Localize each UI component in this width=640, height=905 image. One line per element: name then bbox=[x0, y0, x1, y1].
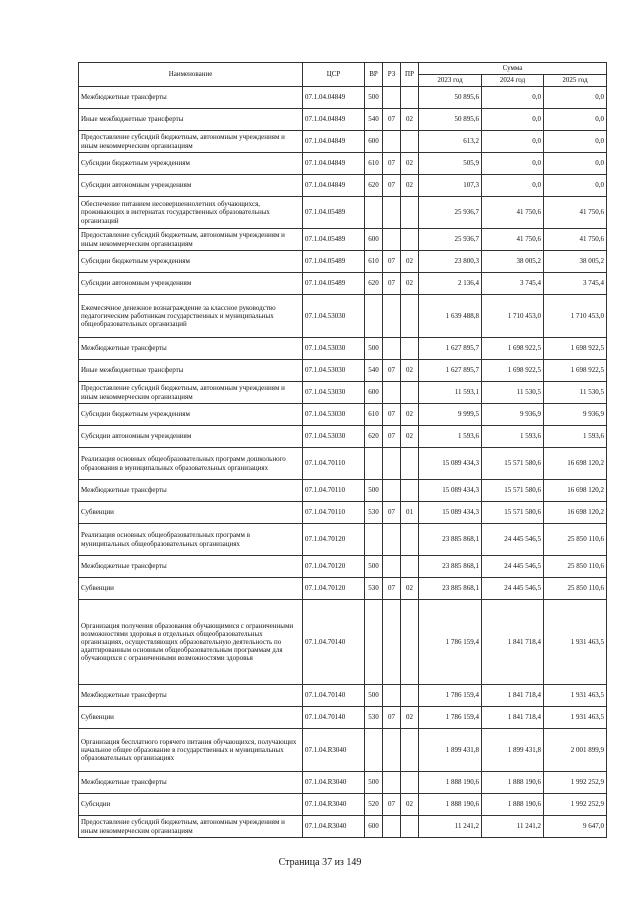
row-sum-2025: 1 710 453,0 bbox=[544, 295, 607, 338]
row-sum-2023: 1 786 159,4 bbox=[419, 600, 482, 685]
row-sum-2025: 1 931 463,5 bbox=[544, 600, 607, 685]
row-name: Субсидии бюджетным учреждениям bbox=[79, 153, 303, 175]
row-pr bbox=[401, 448, 419, 480]
table-row bbox=[79, 273, 607, 295]
row-rz bbox=[383, 729, 401, 772]
table-row bbox=[79, 794, 607, 816]
header-csr: ЦСР bbox=[303, 63, 365, 87]
table-row bbox=[79, 131, 607, 153]
row-pr bbox=[401, 600, 419, 685]
row-sum-2023: 25 936,7 bbox=[419, 197, 482, 229]
row-csr: 07.1.04.05489 bbox=[303, 251, 365, 273]
row-name: Субвенции bbox=[79, 502, 303, 524]
row-rz bbox=[383, 131, 401, 153]
row-sum-2023: 107,3 bbox=[419, 175, 482, 197]
row-sum-2023: 23 885 868,1 bbox=[419, 524, 482, 556]
table-row bbox=[79, 404, 607, 426]
row-sum-2023: 1 627 895,7 bbox=[419, 338, 482, 360]
row-csr: 07.1.04.70120 bbox=[303, 524, 365, 556]
row-sum-2025: 0,0 bbox=[544, 175, 607, 197]
row-name: Межбюджетные трансферты bbox=[79, 685, 303, 707]
row-sum-2024: 24 445 546,5 bbox=[482, 556, 544, 578]
row-csr: 07.1.04.70140 bbox=[303, 685, 365, 707]
row-csr: 07.1.04.04849 bbox=[303, 87, 365, 109]
row-name: Ежемесячное денежное вознаграждение за классное руководство педагогическим работникам государственных и муниципальных общеобразовательных организаций bbox=[79, 295, 303, 338]
header-pr: ПР bbox=[401, 63, 419, 87]
row-csr: 07.1.04.05489 bbox=[303, 197, 365, 229]
row-csr: 07.1.04.70110 bbox=[303, 502, 365, 524]
table-row bbox=[79, 360, 607, 382]
row-sum-2025: 1 992 252,9 bbox=[544, 794, 607, 816]
row-sum-2025: 0,0 bbox=[544, 109, 607, 131]
row-sum-2024: 1 698 922,5 bbox=[482, 360, 544, 382]
row-sum-2023: 1 888 190,6 bbox=[419, 794, 482, 816]
row-pr: 02 bbox=[401, 426, 419, 448]
header-rz: РЗ bbox=[383, 63, 401, 87]
row-csr: 07.1.04.R3040 bbox=[303, 729, 365, 772]
row-rz: 07 bbox=[383, 153, 401, 175]
row-sum-2025: 9 647,0 bbox=[544, 816, 607, 838]
table-row bbox=[79, 109, 607, 131]
row-sum-2025: 0,0 bbox=[544, 131, 607, 153]
row-vr bbox=[365, 729, 383, 772]
row-csr: 07.1.04.70120 bbox=[303, 578, 365, 600]
row-sum-2025: 25 850 110,6 bbox=[544, 556, 607, 578]
table-row bbox=[79, 448, 607, 480]
row-rz bbox=[383, 480, 401, 502]
row-csr: 07.1.04.70110 bbox=[303, 480, 365, 502]
table-row bbox=[79, 382, 607, 404]
row-vr: 500 bbox=[365, 87, 383, 109]
header-vr: ВР bbox=[365, 63, 383, 87]
row-sum-2025: 16 698 120,2 bbox=[544, 480, 607, 502]
row-sum-2024: 0,0 bbox=[482, 153, 544, 175]
row-vr bbox=[365, 197, 383, 229]
row-sum-2024: 1 841 718,4 bbox=[482, 600, 544, 685]
row-vr: 540 bbox=[365, 360, 383, 382]
row-pr bbox=[401, 131, 419, 153]
row-sum-2024: 1 593,6 bbox=[482, 426, 544, 448]
row-name: Реализация основных общеобразовательных программ дошкольного образования в муниципальных образовательных организациях bbox=[79, 448, 303, 480]
row-sum-2025: 41 750,6 bbox=[544, 197, 607, 229]
row-sum-2024: 1 888 190,6 bbox=[482, 772, 544, 794]
row-sum-2023: 23 885 868,1 bbox=[419, 578, 482, 600]
row-rz bbox=[383, 772, 401, 794]
row-name: Организация бесплатного горячего питания обучающихся, получающих начальное общее образование в государственных и муниципальных образовательных организациях bbox=[79, 729, 303, 772]
row-name: Субсидии bbox=[79, 794, 303, 816]
row-sum-2024: 3 745,4 bbox=[482, 273, 544, 295]
row-sum-2024: 38 005,2 bbox=[482, 251, 544, 273]
row-sum-2023: 15 089 434,3 bbox=[419, 448, 482, 480]
table-row bbox=[79, 87, 607, 109]
row-pr bbox=[401, 772, 419, 794]
row-sum-2025: 1 931 463,5 bbox=[544, 685, 607, 707]
row-sum-2023: 1 888 190,6 bbox=[419, 772, 482, 794]
header-sum: Сумма bbox=[419, 63, 607, 75]
row-sum-2023: 9 999,5 bbox=[419, 404, 482, 426]
row-vr: 620 bbox=[365, 273, 383, 295]
row-sum-2024: 1 698 922,5 bbox=[482, 338, 544, 360]
row-sum-2024: 1 841 718,4 bbox=[482, 685, 544, 707]
row-csr: 07.1.04.70120 bbox=[303, 556, 365, 578]
row-sum-2023: 50 895,6 bbox=[419, 87, 482, 109]
row-pr bbox=[401, 816, 419, 838]
row-csr: 07.1.04.05489 bbox=[303, 273, 365, 295]
row-vr: 600 bbox=[365, 816, 383, 838]
table-body bbox=[79, 87, 607, 838]
row-rz: 07 bbox=[383, 794, 401, 816]
row-sum-2023: 15 089 434,3 bbox=[419, 480, 482, 502]
row-pr bbox=[401, 480, 419, 502]
row-rz: 07 bbox=[383, 175, 401, 197]
row-pr bbox=[401, 87, 419, 109]
row-rz: 07 bbox=[383, 578, 401, 600]
row-rz bbox=[383, 338, 401, 360]
row-sum-2024: 1 899 431,8 bbox=[482, 729, 544, 772]
row-pr bbox=[401, 524, 419, 556]
row-rz: 07 bbox=[383, 707, 401, 729]
table-row bbox=[79, 338, 607, 360]
row-rz bbox=[383, 197, 401, 229]
row-pr bbox=[401, 382, 419, 404]
table-row bbox=[79, 685, 607, 707]
table-row bbox=[79, 556, 607, 578]
row-pr: 02 bbox=[401, 153, 419, 175]
table-row bbox=[79, 251, 607, 273]
row-pr bbox=[401, 338, 419, 360]
row-csr: 07.1.04.53030 bbox=[303, 360, 365, 382]
row-name: Субвенции bbox=[79, 578, 303, 600]
row-vr: 610 bbox=[365, 251, 383, 273]
table-row bbox=[79, 600, 607, 685]
row-sum-2024: 11 241,2 bbox=[482, 816, 544, 838]
row-name: Субсидии автономным учреждениям bbox=[79, 426, 303, 448]
row-sum-2025: 0,0 bbox=[544, 87, 607, 109]
row-sum-2025: 2 001 899,9 bbox=[544, 729, 607, 772]
row-pr: 02 bbox=[401, 707, 419, 729]
table-row bbox=[79, 480, 607, 502]
header-year-2023: 2023 год bbox=[419, 75, 482, 87]
row-sum-2023: 1 786 159,4 bbox=[419, 707, 482, 729]
row-pr: 02 bbox=[401, 273, 419, 295]
row-name: Межбюджетные трансферты bbox=[79, 87, 303, 109]
row-rz bbox=[383, 87, 401, 109]
table-row bbox=[79, 816, 607, 838]
row-name: Межбюджетные трансферты bbox=[79, 338, 303, 360]
row-name: Организация получения образования обучающимися с ограниченными возможностями здоровья в отдельных общеобразовательных организациях, осуществляющих образовательную деятельность по адаптированным основным общеобразовательным программам для обучающихся с ограниченными возможностями здоровья bbox=[79, 600, 303, 685]
row-vr bbox=[365, 448, 383, 480]
row-rz bbox=[383, 382, 401, 404]
table-row bbox=[79, 772, 607, 794]
row-sum-2024: 11 530,5 bbox=[482, 382, 544, 404]
row-sum-2024: 15 571 580,6 bbox=[482, 480, 544, 502]
row-sum-2025: 16 698 120,2 bbox=[544, 448, 607, 480]
row-name: Предоставление субсидий бюджетным, автономным учреждениям и иным некоммерческим организациям bbox=[79, 382, 303, 404]
table-row bbox=[79, 578, 607, 600]
row-sum-2024: 0,0 bbox=[482, 131, 544, 153]
table-row bbox=[79, 197, 607, 229]
row-name: Субсидии автономным учреждениям bbox=[79, 273, 303, 295]
row-sum-2025: 38 005,2 bbox=[544, 251, 607, 273]
row-sum-2023: 50 895,6 bbox=[419, 109, 482, 131]
row-sum-2025: 0,0 bbox=[544, 153, 607, 175]
header-year-2025: 2025 год bbox=[544, 75, 607, 87]
row-sum-2024: 0,0 bbox=[482, 87, 544, 109]
row-name: Предоставление субсидий бюджетным, автономным учреждениям и иным некоммерческим организациям bbox=[79, 131, 303, 153]
row-pr bbox=[401, 197, 419, 229]
row-name: Межбюджетные трансферты bbox=[79, 480, 303, 502]
row-name: Реализация основных общеобразовательных программ в муниципальных общеобразовательных организациях bbox=[79, 524, 303, 556]
row-vr: 520 bbox=[365, 794, 383, 816]
row-sum-2024: 1 710 453,0 bbox=[482, 295, 544, 338]
row-vr: 540 bbox=[365, 109, 383, 131]
row-pr bbox=[401, 229, 419, 251]
row-sum-2023: 23 800,3 bbox=[419, 251, 482, 273]
row-rz: 07 bbox=[383, 502, 401, 524]
row-sum-2025: 16 698 120,2 bbox=[544, 502, 607, 524]
row-vr: 600 bbox=[365, 229, 383, 251]
row-name: Субвенции bbox=[79, 707, 303, 729]
row-sum-2024: 15 571 580,6 bbox=[482, 448, 544, 480]
row-pr: 02 bbox=[401, 360, 419, 382]
row-sum-2024: 1 888 190,6 bbox=[482, 794, 544, 816]
row-sum-2024: 24 445 546,5 bbox=[482, 578, 544, 600]
row-rz bbox=[383, 600, 401, 685]
row-sum-2023: 11 241,2 bbox=[419, 816, 482, 838]
row-vr: 600 bbox=[365, 382, 383, 404]
row-csr: 07.1.04.53030 bbox=[303, 404, 365, 426]
table-row bbox=[79, 707, 607, 729]
row-rz: 07 bbox=[383, 404, 401, 426]
row-csr: 07.1.04.53030 bbox=[303, 382, 365, 404]
row-rz: 07 bbox=[383, 426, 401, 448]
row-vr: 600 bbox=[365, 131, 383, 153]
row-pr bbox=[401, 685, 419, 707]
row-vr: 530 bbox=[365, 578, 383, 600]
row-name: Межбюджетные трансферты bbox=[79, 772, 303, 794]
table-row bbox=[79, 153, 607, 175]
row-rz: 07 bbox=[383, 273, 401, 295]
row-pr: 02 bbox=[401, 794, 419, 816]
row-sum-2025: 3 745,4 bbox=[544, 273, 607, 295]
row-pr bbox=[401, 295, 419, 338]
row-vr: 500 bbox=[365, 685, 383, 707]
row-rz: 07 bbox=[383, 251, 401, 273]
row-sum-2023: 1 639 488,8 bbox=[419, 295, 482, 338]
row-rz bbox=[383, 816, 401, 838]
row-csr: 07.1.04.70110 bbox=[303, 448, 365, 480]
row-pr bbox=[401, 556, 419, 578]
row-sum-2023: 11 593,1 bbox=[419, 382, 482, 404]
row-vr: 530 bbox=[365, 707, 383, 729]
row-csr: 07.1.04.53030 bbox=[303, 426, 365, 448]
row-sum-2024: 0,0 bbox=[482, 175, 544, 197]
row-sum-2025: 1 931 463,5 bbox=[544, 707, 607, 729]
row-csr: 07.1.04.70140 bbox=[303, 600, 365, 685]
row-rz: 07 bbox=[383, 109, 401, 131]
row-pr: 02 bbox=[401, 175, 419, 197]
row-name: Предоставление субсидий бюджетным, автономным учреждениям и иным некоммерческим организациям bbox=[79, 229, 303, 251]
row-name: Субсидии бюджетным учреждениям bbox=[79, 404, 303, 426]
row-sum-2025: 11 530,5 bbox=[544, 382, 607, 404]
row-pr bbox=[401, 729, 419, 772]
row-rz: 07 bbox=[383, 360, 401, 382]
row-vr: 500 bbox=[365, 556, 383, 578]
row-pr: 02 bbox=[401, 578, 419, 600]
row-sum-2023: 505,9 bbox=[419, 153, 482, 175]
row-sum-2024: 41 750,6 bbox=[482, 229, 544, 251]
row-rz bbox=[383, 685, 401, 707]
row-pr: 01 bbox=[401, 502, 419, 524]
row-vr bbox=[365, 600, 383, 685]
row-csr: 07.1.04.04849 bbox=[303, 175, 365, 197]
row-sum-2025: 1 593,6 bbox=[544, 426, 607, 448]
row-sum-2023: 23 885 868,1 bbox=[419, 556, 482, 578]
row-name: Межбюджетные трансферты bbox=[79, 556, 303, 578]
row-sum-2025: 1 698 922,5 bbox=[544, 360, 607, 382]
row-pr: 02 bbox=[401, 404, 419, 426]
table-row bbox=[79, 502, 607, 524]
table-row bbox=[79, 295, 607, 338]
row-vr: 610 bbox=[365, 153, 383, 175]
row-csr: 07.1.04.53030 bbox=[303, 295, 365, 338]
table-row bbox=[79, 229, 607, 251]
row-csr: 07.1.04.05489 bbox=[303, 229, 365, 251]
row-sum-2025: 25 850 110,6 bbox=[544, 524, 607, 556]
header-year-2024: 2024 год bbox=[482, 75, 544, 87]
row-name: Иные межбюджетные трансферты bbox=[79, 109, 303, 131]
row-sum-2023: 1 593,6 bbox=[419, 426, 482, 448]
row-sum-2023: 15 089 434,3 bbox=[419, 502, 482, 524]
row-sum-2025: 1 698 922,5 bbox=[544, 338, 607, 360]
row-vr bbox=[365, 524, 383, 556]
row-sum-2023: 1 899 431,8 bbox=[419, 729, 482, 772]
row-csr: 07.1.04.04849 bbox=[303, 109, 365, 131]
table-row bbox=[79, 729, 607, 772]
row-rz bbox=[383, 229, 401, 251]
budget-table bbox=[78, 62, 607, 838]
row-csr: 07.1.04.04849 bbox=[303, 131, 365, 153]
row-vr: 530 bbox=[365, 502, 383, 524]
row-csr: 07.1.04.R3040 bbox=[303, 772, 365, 794]
row-name: Иные межбюджетные трансферты bbox=[79, 360, 303, 382]
table-row bbox=[79, 175, 607, 197]
row-rz bbox=[383, 524, 401, 556]
row-csr: 07.1.04.04849 bbox=[303, 153, 365, 175]
row-sum-2023: 1 786 159,4 bbox=[419, 685, 482, 707]
row-rz bbox=[383, 448, 401, 480]
row-csr: 07.1.04.R3040 bbox=[303, 794, 365, 816]
row-vr: 500 bbox=[365, 480, 383, 502]
page-number: Страница 37 из 149 bbox=[278, 857, 362, 868]
row-sum-2024: 24 445 546,5 bbox=[482, 524, 544, 556]
row-csr: 07.1.04.53030 bbox=[303, 338, 365, 360]
row-sum-2023: 1 627 895,7 bbox=[419, 360, 482, 382]
row-csr: 07.1.04.R3040 bbox=[303, 816, 365, 838]
row-vr: 620 bbox=[365, 175, 383, 197]
row-name: Субсидии автономным учреждениям bbox=[79, 175, 303, 197]
row-sum-2024: 15 571 580,6 bbox=[482, 502, 544, 524]
row-sum-2025: 1 992 252,9 bbox=[544, 772, 607, 794]
table-row bbox=[79, 426, 607, 448]
row-rz bbox=[383, 556, 401, 578]
row-rz bbox=[383, 295, 401, 338]
row-name: Субсидии бюджетным учреждениям bbox=[79, 251, 303, 273]
row-csr: 07.1.04.70140 bbox=[303, 707, 365, 729]
row-vr: 610 bbox=[365, 404, 383, 426]
row-vr bbox=[365, 295, 383, 338]
table-row bbox=[79, 524, 607, 556]
row-vr: 500 bbox=[365, 772, 383, 794]
row-pr: 02 bbox=[401, 251, 419, 273]
row-sum-2023: 613,2 bbox=[419, 131, 482, 153]
row-name: Предоставление субсидий бюджетным, автономным учреждениям и иным некоммерческим организациям bbox=[79, 816, 303, 838]
row-name: Обеспечение питанием несовершеннолетних обучающихся, проживающих в интернатах государственных образовательных организаций bbox=[79, 197, 303, 229]
row-sum-2025: 25 850 110,6 bbox=[544, 578, 607, 600]
header-name: Наименование bbox=[79, 63, 303, 87]
row-sum-2023: 2 136,4 bbox=[419, 273, 482, 295]
row-sum-2024: 41 750,6 bbox=[482, 197, 544, 229]
row-sum-2024: 0,0 bbox=[482, 109, 544, 131]
row-sum-2025: 9 936,9 bbox=[544, 404, 607, 426]
row-sum-2025: 41 750,6 bbox=[544, 229, 607, 251]
row-vr: 620 bbox=[365, 426, 383, 448]
row-sum-2024: 9 936,9 bbox=[482, 404, 544, 426]
row-vr: 500 bbox=[365, 338, 383, 360]
row-sum-2023: 25 936,7 bbox=[419, 229, 482, 251]
row-pr: 02 bbox=[401, 109, 419, 131]
row-sum-2024: 1 841 718,4 bbox=[482, 707, 544, 729]
